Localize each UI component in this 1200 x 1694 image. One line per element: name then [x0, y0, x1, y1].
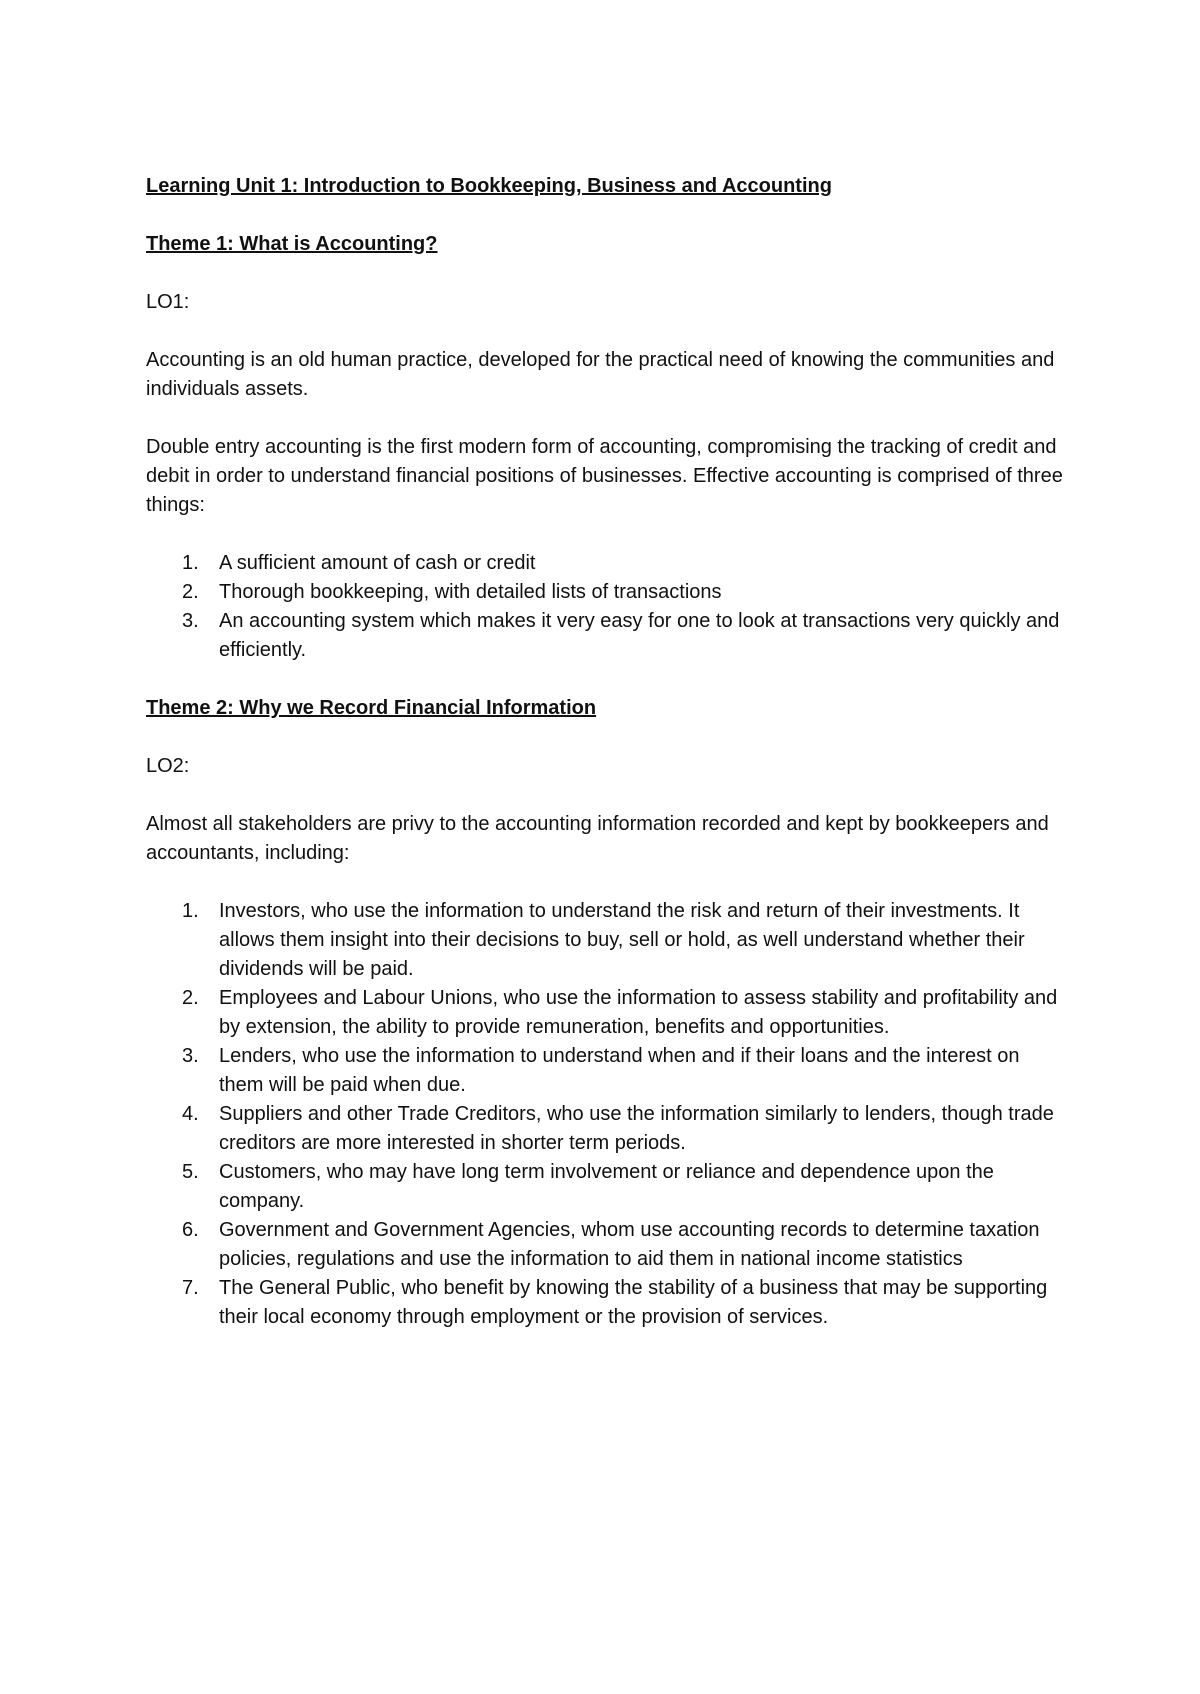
list-item [146, 1042, 1066, 1100]
list-item-number: 1. [182, 900, 199, 922]
list-item-text: Lenders, who use the information to understand when and if their loans and the interest on them will be paid when due. [219, 1045, 1020, 1096]
list-item-text: A sufficient amount of cash or credit [219, 552, 536, 574]
list-item-number: 1. [182, 552, 199, 574]
list-item-number: 6. [182, 1219, 199, 1241]
spacer [146, 781, 1066, 810]
list-item-text: An accounting system which makes it very easy for one to look at transactions very quickly and efficiently. [219, 610, 1060, 661]
list-item-number: 2. [182, 581, 199, 603]
list-item-text: The General Public, who benefit by knowing the stability of a business that may be supporting their local economy through employment or the provision of services. [219, 1277, 1048, 1328]
spacer [146, 201, 1066, 230]
list-item-text: Suppliers and other Trade Creditors, who use the information similarly to lenders, though trade creditors are more interested in shorter term periods. [219, 1103, 1054, 1154]
theme-2-paragraph-1: Almost all stakeholders are privy to the accounting information recorded and kept by bookkeepers and accountants, including: [146, 813, 1049, 864]
document-content [146, 172, 1066, 1332]
spacer [146, 868, 1066, 897]
list-item-text: Employees and Labour Unions, who use the information to assess stability and profitability and by extension, the ability to provide remuneration, benefits and opportunities. [219, 987, 1058, 1038]
list-item-number: 4. [182, 1103, 199, 1125]
theme-1-paragraph-1: Accounting is an old human practice, developed for the practical need of knowing the communities and individuals assets. [146, 349, 1055, 400]
spacer [146, 723, 1066, 752]
list-item-text: Thorough bookkeeping, with detailed lists of transactions [219, 581, 722, 603]
list-item [146, 578, 1066, 607]
spacer [146, 259, 1066, 288]
theme-1-paragraph-2: Double entry accounting is the first modern form of accounting, compromising the tracking of credit and debit in order to understand financial positions of businesses. Effective accounting is comprised of three things: [146, 436, 1063, 516]
lo2-label: LO2: [146, 755, 190, 777]
list-item-number: 3. [182, 1045, 199, 1067]
theme-1-list [146, 549, 1066, 665]
list-item [146, 984, 1066, 1042]
list-item-number: 3. [182, 610, 199, 632]
list-item-number: 2. [182, 987, 199, 1009]
list-item-text: Government and Government Agencies, whom use accounting records to determine taxation policies, regulations and use the information to aid them in national income statistics [219, 1219, 1040, 1270]
theme-2-list [146, 897, 1066, 1332]
document-title: Learning Unit 1: Introduction to Bookkeeping, Business and Accounting [146, 175, 832, 197]
list-item-number: 7. [182, 1277, 199, 1299]
list-item-text: Customers, who may have long term involvement or reliance and dependence upon the company. [219, 1161, 994, 1212]
spacer [146, 317, 1066, 346]
spacer [146, 404, 1066, 433]
list-item [146, 1158, 1066, 1216]
list-item [146, 1216, 1066, 1274]
list-item [146, 1274, 1066, 1332]
list-item [146, 607, 1066, 665]
theme-2-heading: Theme 2: Why we Record Financial Information [146, 697, 597, 719]
list-item [146, 549, 1066, 578]
lo1-label: LO1: [146, 291, 190, 313]
list-item-text: Investors, who use the information to understand the risk and return of their investments. It allows them insight into their decisions to buy, sell or hold, as well understand whether their dividends will be paid. [219, 900, 1025, 980]
list-item [146, 897, 1066, 984]
theme-1-heading: Theme 1: What is Accounting? [146, 233, 438, 255]
spacer [146, 520, 1066, 549]
list-item [146, 1100, 1066, 1158]
list-item-number: 5. [182, 1161, 199, 1183]
spacer [146, 665, 1066, 694]
